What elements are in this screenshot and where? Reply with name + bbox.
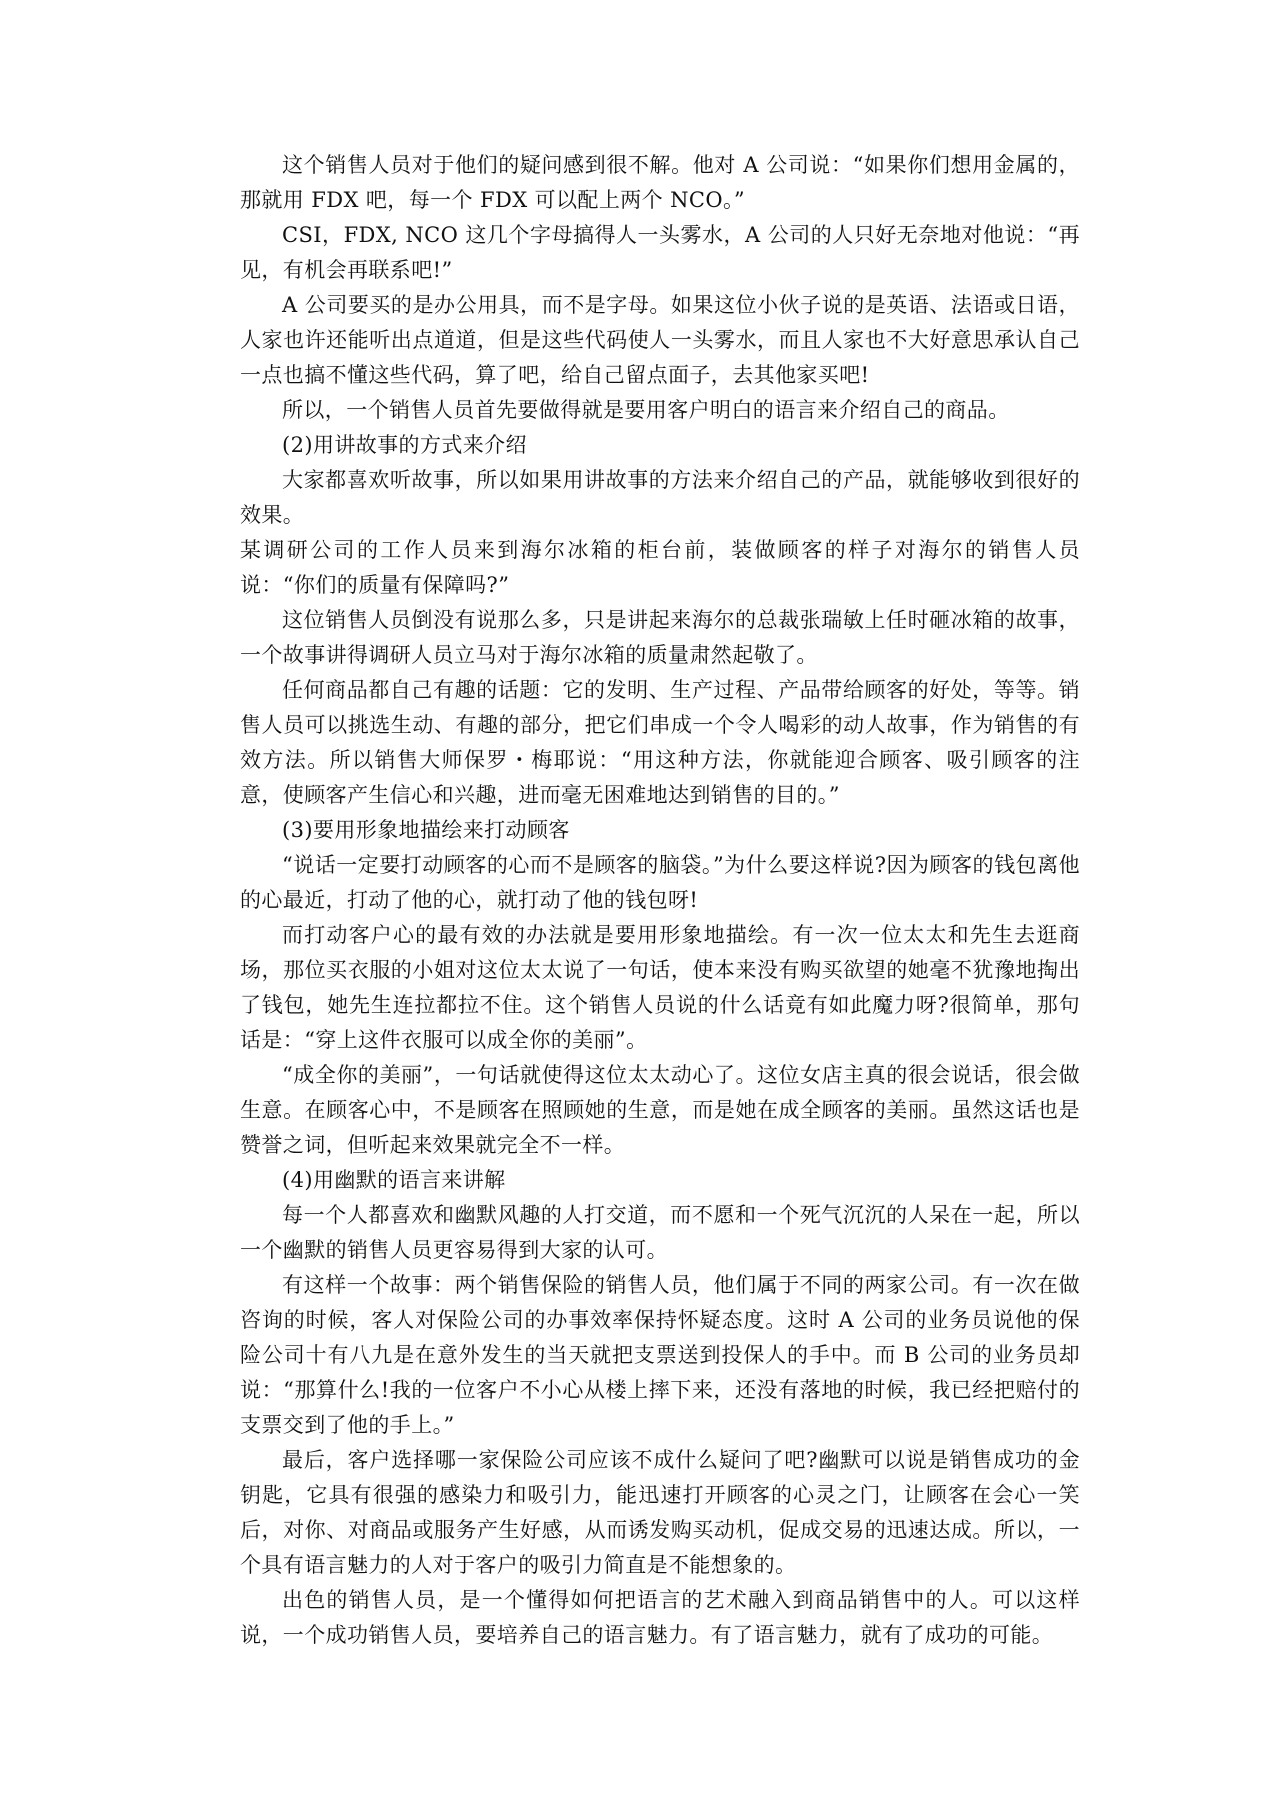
paragraph-15: 每一个人都喜欢和幽默风趣的人打交道，而不愿和一个死气沉沉的人呆在一起，所以一个幽默的销售人员更容易得到大家的认可。 — [240, 1203, 1080, 1262]
paragraph-6: 大家都喜欢听故事，所以如果用讲故事的方法来介绍自己的产品，就能够收到很好的效果。 — [240, 468, 1080, 527]
paragraph-9: 任何商品都自己有趣的话题：它的发明、生产过程、产品带给顾客的好处，等等。销售人员可以挑选生动、有趣的部分，把它们串成一个令人喝彩的动人故事，作为销售的有效方法。所以销售大师保罗・梅耶说：“用这种方法，你就能迎合顾客、吸引顾客的注意，使顾客产生信心和兴趣，进而毫无困难地达到销售的目的。” — [240, 678, 1080, 807]
paragraph-8: 这位销售人员倒没有说那么多，只是讲起来海尔的总裁张瑞敏上任时砸冰箱的故事，一个故事讲得调研人员立马对于海尔冰箱的质量肃然起敬了。 — [240, 608, 1080, 667]
paragraph-18: 出色的销售人员，是一个懂得如何把语言的艺术融入到商品销售中的人。可以这样说，一个成功销售人员，要培养自己的语言魅力。有了语言魅力，就有了成功的可能。 — [240, 1588, 1080, 1647]
section-heading-3: (3)要用形象地描绘来打动顾客 — [282, 818, 570, 842]
paragraph-11: “说话一定要打动顾客的心而不是顾客的脑袋。”为什么要这样说?因为顾客的钱包离他的心最近，打动了他的心，就打动了他的钱包呀! — [240, 853, 1080, 912]
paragraph-4: 所以，一个销售人员首先要做得就是要用客户明白的语言来介绍自己的商品。 — [282, 398, 1010, 422]
paragraph-13: “成全你的美丽”，一句话就使得这位太太动心了。这位女店主真的很会说话，很会做生意。在顾客心中，不是顾客在照顾她的生意，而是她在成全顾客的美丽。虽然这话也是赞誉之词，但听起来效果就完全不一样。 — [240, 1063, 1080, 1157]
paragraph-7: 某调研公司的工作人员来到海尔冰箱的柜台前，装做顾客的样子对海尔的销售人员说：“你们的质量有保障吗?” — [240, 538, 1080, 597]
paragraph-12: 而打动客户心的最有效的办法就是要用形象地描绘。有一次一位太太和先生去逛商场，那位买衣服的小姐对这位太太说了一句话，使本来没有购买欲望的她毫不犹豫地掏出了钱包，她先生连拉都拉不住。这个销售人员说的什么话竟有如此魔力呀?很简单，那句话是：“穿上这件衣服可以成全你的美丽”。 — [240, 923, 1080, 1052]
section-heading-4: (4)用幽默的语言来讲解 — [282, 1168, 506, 1192]
section-heading-2: (2)用讲故事的方式来介绍 — [282, 433, 527, 457]
paragraph-17: 最后，客户选择哪一家保险公司应该不成什么疑问了吧?幽默可以说是销售成功的金钥匙，它具有很强的感染力和吸引力，能迅速打开顾客的心灵之门，让顾客在会心一笑后，对你、对商品或服务产生好感，从而诱发购买动机，促成交易的迅速达成。所以，一个具有语言魅力的人对于客户的吸引力简直是不能想象的。 — [240, 1448, 1080, 1577]
paragraph-1: 这个销售人员对于他们的疑问感到很不解。他对 A 公司说：“如果你们想用金属的，那就用 FDX 吧，每一个 FDX 可以配上两个 NCO。” — [240, 153, 1080, 212]
paragraph-2: CSI，FDX, NCO 这几个字母搞得人一头雾水，A 公司的人只好无奈地对他说：“再见，有机会再联系吧!” — [240, 223, 1080, 282]
document-body — [240, 148, 1080, 1653]
paragraph-3: A 公司要买的是办公用具，而不是字母。如果这位小伙子说的是英语、法语或日语，人家也许还能听出点道道，但是这些代码使人一头雾水，而且人家也不大好意思承认自己一点也搞不懂这些代码，算了吧，给自己留点面子，去其他家买吧! — [240, 293, 1080, 387]
paragraph-16: 有这样一个故事：两个销售保险的销售人员，他们属于不同的两家公司。有一次在做咨询的时候，客人对保险公司的办事效率保持怀疑态度。这时 A 公司的业务员说他的保险公司十有八九是在意外发生的当天就把支票送到投保人的手中。而 B 公司的业务员却说：“那算什么!我的一位客户不小心从楼上摔下来，还没有落地的时候，我已经把赔付的支票交到了他的手上。” — [240, 1273, 1080, 1437]
